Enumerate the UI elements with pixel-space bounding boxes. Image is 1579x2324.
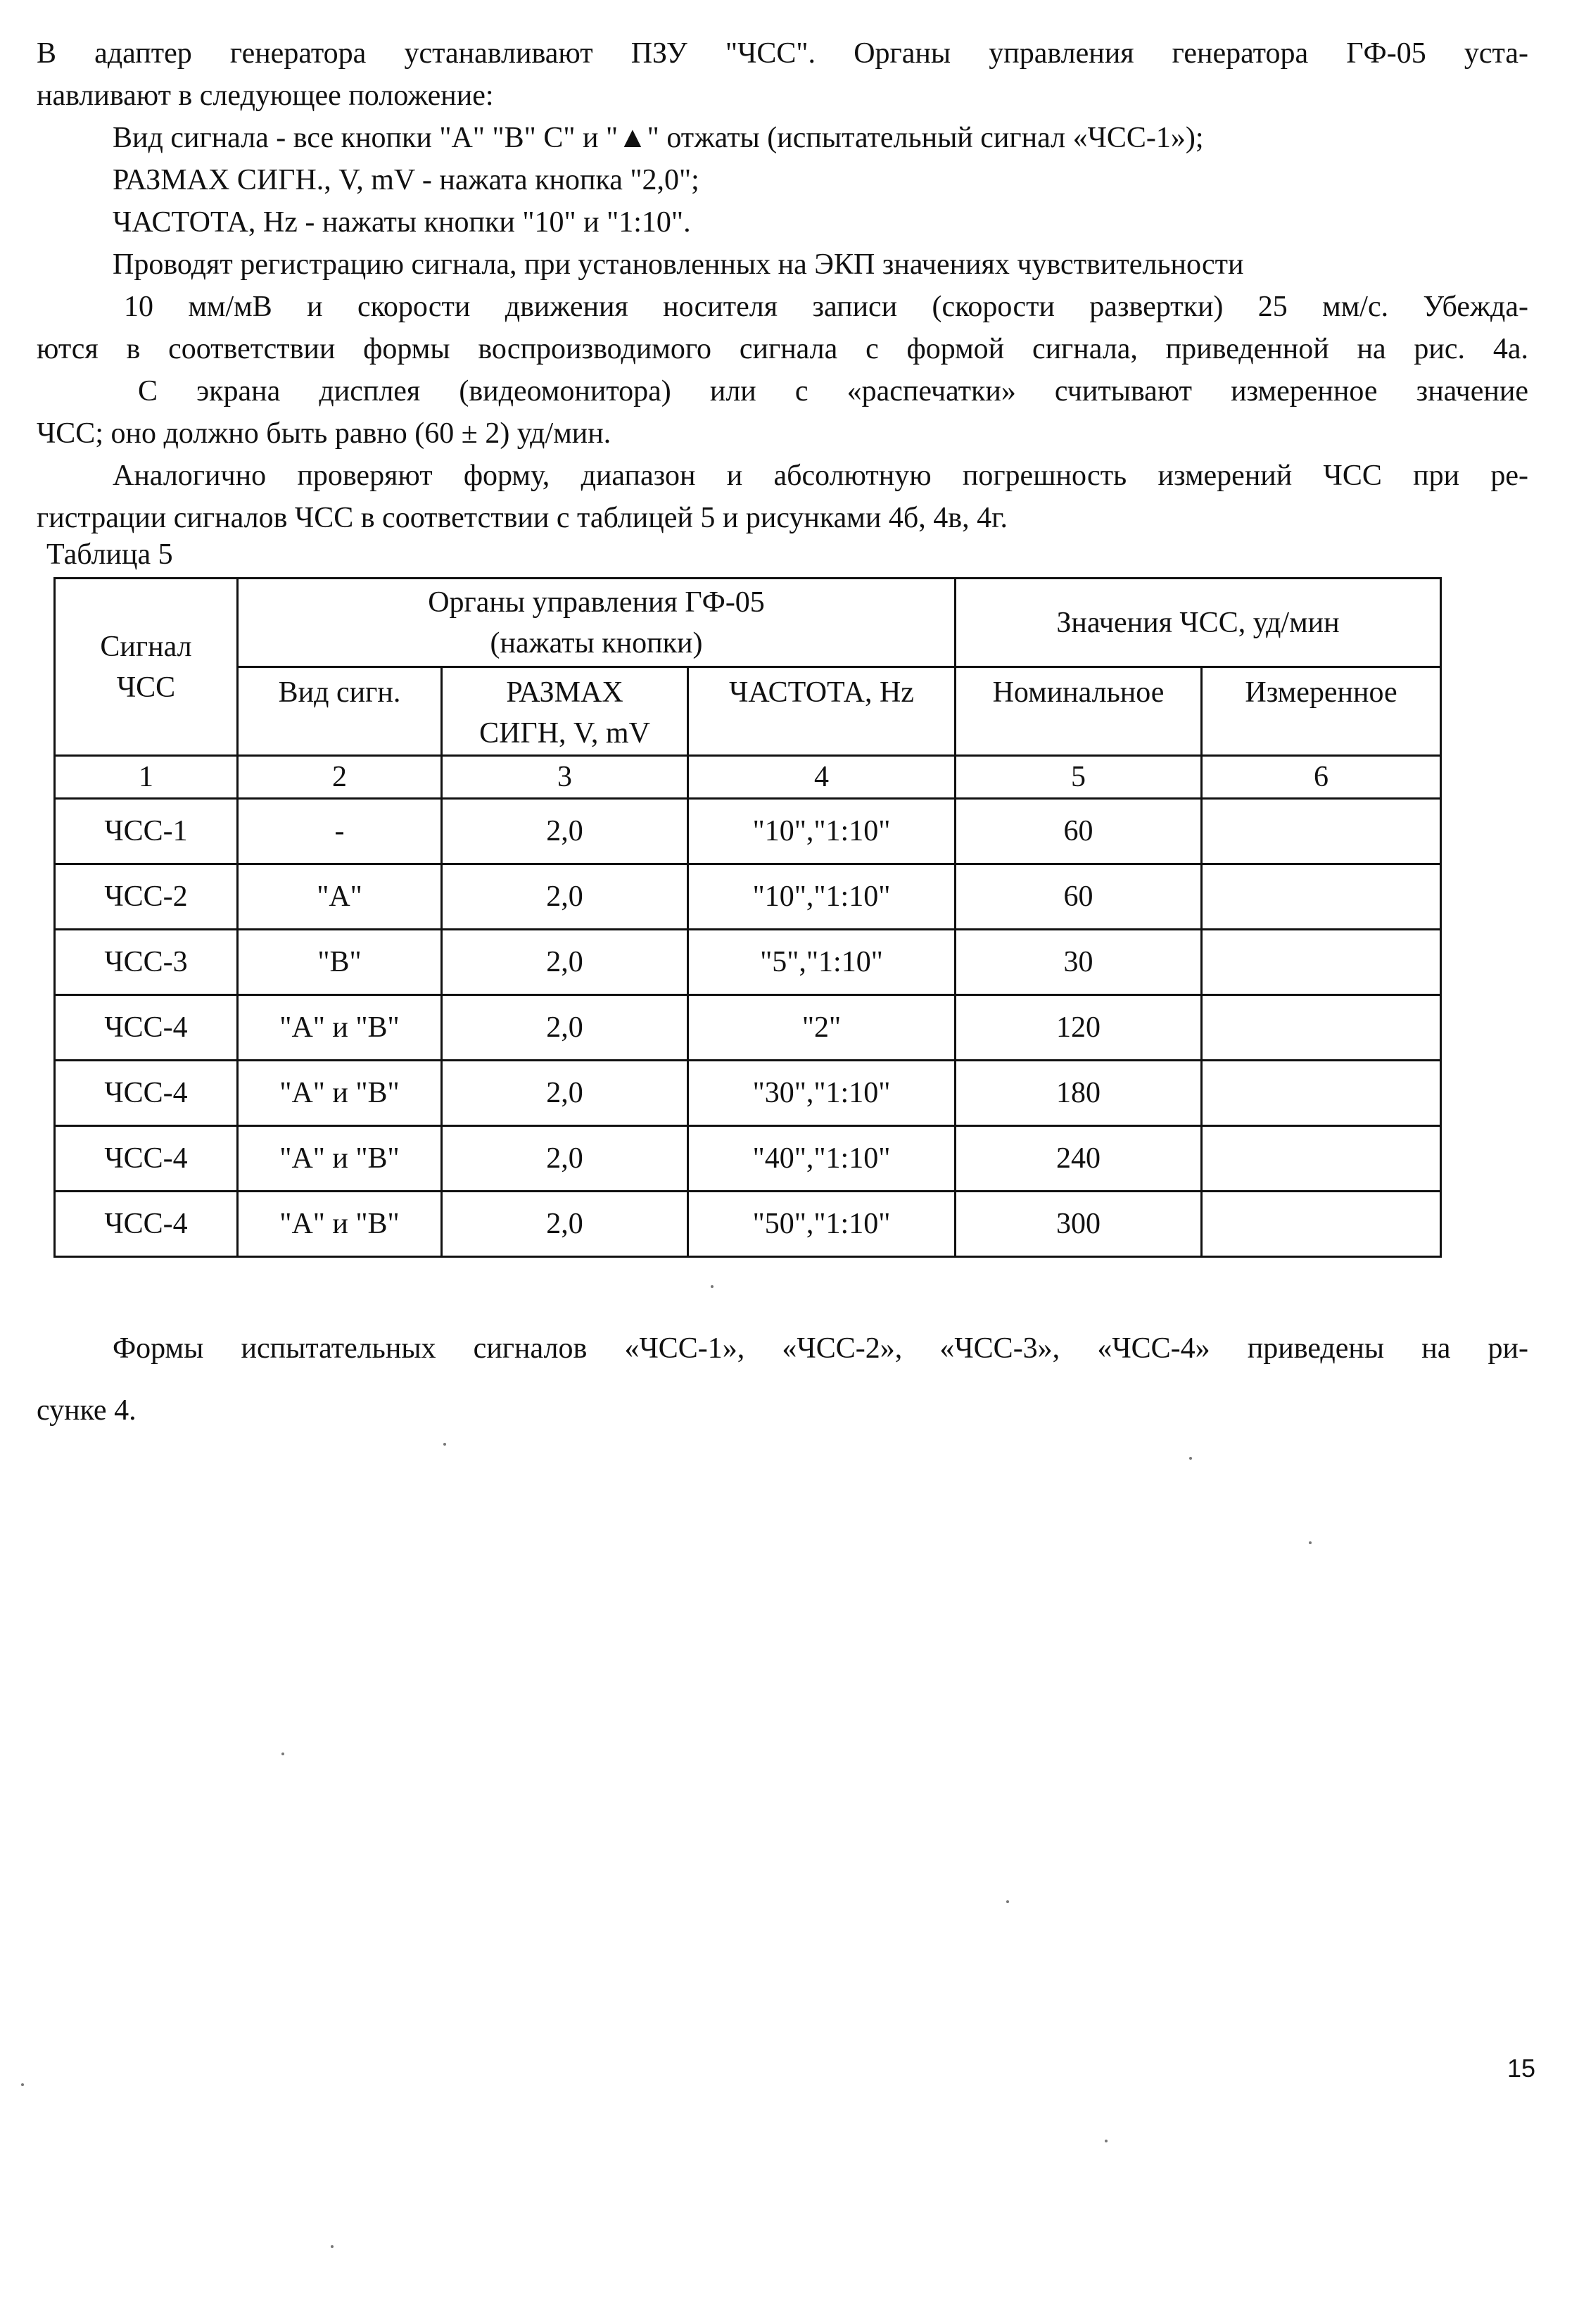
cell-frequency: "10","1:10" [688, 799, 956, 864]
cell-signal: ЧСС-4 [55, 1192, 238, 1257]
paragraph-similar-line-1: Аналогично проверяют форму, диапазон и абсолютную погрешность измерений ЧСС при ре- [113, 460, 1528, 492]
cell-signal: ЧСС-2 [55, 864, 238, 930]
header-controls [238, 579, 956, 667]
column-number: 3 [442, 756, 688, 799]
page-number: 15 [1507, 2054, 1535, 2083]
header-col-nominal: Номинальное [956, 667, 1202, 756]
table-row [55, 995, 1441, 1061]
cell-nominal: 120 [956, 995, 1202, 1061]
table-row [55, 864, 1441, 930]
header-col-amplitude-line-2: СИГН, V, mV [479, 717, 650, 750]
paragraph-registration-line-2: 10 мм/мВ и скорости движения носителя записи (скорости развертки) 25 мм/с. Убежда- [124, 291, 1528, 323]
cell-measured [1202, 1061, 1441, 1126]
cell-frequency: "50","1:10" [688, 1192, 956, 1257]
paragraph-amplitude: РАЗМАХ СИГН., V, mV - нажата кнопка "2,0"; [113, 164, 699, 196]
cell-frequency: "40","1:10" [688, 1126, 956, 1192]
scan-speck [711, 1285, 714, 1288]
cell-amplitude: 2,0 [442, 799, 688, 864]
scan-speck [281, 1753, 284, 1755]
cell-amplitude: 2,0 [442, 864, 688, 930]
table-row [55, 1192, 1441, 1257]
paragraph-1-line-2: навливают в следующее положение: [37, 80, 494, 112]
table-row [55, 799, 1441, 864]
header-controls-line-1: Органы управления ГФ-05 [428, 586, 765, 619]
cell-type: "A" [238, 864, 442, 930]
header-col-type: Вид сигн. [238, 667, 442, 756]
paragraph-display-line-1: С экрана дисплея (видеомонитора) или с «распечатки» считывают измеренное значение [138, 375, 1528, 408]
cell-type: "B" [238, 930, 442, 995]
paragraph-1-line-1: В адаптер генератора устанавливают ПЗУ "ЧСС". Органы управления генератора ГФ-05 уста- [37, 37, 1528, 70]
cell-amplitude: 2,0 [442, 930, 688, 995]
paragraph-display-line-2: ЧСС; оно должно быть равно (60 ± 2) уд/мин. [37, 417, 611, 450]
cell-nominal: 240 [956, 1126, 1202, 1192]
cell-nominal: 60 [956, 864, 1202, 930]
header-col-frequency: ЧАСТОТА, Hz [688, 667, 956, 756]
column-number: 2 [238, 756, 442, 799]
cell-frequency: "10","1:10" [688, 864, 956, 930]
scan-speck [1189, 1457, 1192, 1460]
header-controls-line-2: (нажаты кнопки) [490, 626, 703, 659]
cell-signal: ЧСС-4 [55, 1126, 238, 1192]
scan-speck [1309, 1541, 1312, 1544]
cell-measured [1202, 799, 1441, 864]
paragraph-registration-line-1: Проводят регистрацию сигнала, при установленных на ЭКП значениях чувствительности [113, 248, 1244, 281]
cell-nominal: 180 [956, 1061, 1202, 1126]
cell-frequency: "5","1:10" [688, 930, 956, 995]
column-number: 5 [956, 756, 1202, 799]
cell-signal: ЧСС-1 [55, 799, 238, 864]
table-row [55, 1061, 1441, 1126]
cell-amplitude: 2,0 [442, 1192, 688, 1257]
column-number: 4 [688, 756, 956, 799]
cell-type: "A" и "B" [238, 1126, 442, 1192]
header-signal [55, 579, 238, 756]
cell-amplitude: 2,0 [442, 1126, 688, 1192]
table-caption: Таблица 5 [46, 538, 173, 571]
cell-frequency: "2" [688, 995, 956, 1061]
cell-nominal: 60 [956, 799, 1202, 864]
cell-type: "A" и "B" [238, 1192, 442, 1257]
cell-measured [1202, 930, 1441, 995]
cell-measured [1202, 995, 1441, 1061]
paragraph-similar-line-2: гистрации сигналов ЧСС в соответствии с таблицей 5 и рисунками 4б, 4в, 4г. [37, 502, 1008, 534]
scan-speck [21, 2083, 24, 2086]
header-col-measured: Измеренное [1202, 667, 1441, 756]
scan-speck [1105, 2140, 1108, 2142]
scan-speck [331, 2245, 334, 2248]
table-row [55, 1126, 1441, 1192]
footer-forms-line-1: Формы испытательных сигналов «ЧСС-1», «ЧСС-2», «ЧСС-3», «ЧСС-4» приведены на ри- [113, 1332, 1528, 1365]
header-signal-line-2: ЧСС [116, 671, 176, 704]
column-number: 1 [55, 756, 238, 799]
header-values: Значения ЧСС, уд/мин [956, 579, 1441, 667]
cell-frequency: "30","1:10" [688, 1061, 956, 1126]
scan-speck [443, 1443, 446, 1446]
cell-measured [1202, 1192, 1441, 1257]
cell-type: "A" и "B" [238, 995, 442, 1061]
cell-amplitude: 2,0 [442, 995, 688, 1061]
scan-speck [1006, 1900, 1009, 1903]
table-row [55, 930, 1441, 995]
cell-type: "A" и "B" [238, 1061, 442, 1126]
header-col-amplitude [442, 667, 688, 756]
cell-measured [1202, 864, 1441, 930]
cell-nominal: 30 [956, 930, 1202, 995]
paragraph-frequency: ЧАСТОТА, Hz - нажаты кнопки "10" и "1:10". [113, 206, 691, 239]
hr-signals-table [53, 577, 1442, 1258]
paragraph-signal-type: Вид сигнала - все кнопки "A" "B" C" и "▲" отжаты (испытательный сигнал «ЧСС-1»); [113, 122, 1204, 154]
cell-signal: ЧСС-4 [55, 1061, 238, 1126]
cell-signal: ЧСС-4 [55, 995, 238, 1061]
header-col-amplitude-line-1: РАЗМАХ [506, 676, 623, 709]
column-number: 6 [1202, 756, 1441, 799]
footer-forms-line-2: сунке 4. [37, 1394, 137, 1427]
header-signal-line-1: Сигнал [100, 630, 192, 663]
cell-measured [1202, 1126, 1441, 1192]
cell-amplitude: 2,0 [442, 1061, 688, 1126]
paragraph-registration-line-3: ются в соответствии формы воспроизводимого сигнала с формой сигнала, приведенной на рис. 4а. [37, 333, 1528, 365]
cell-signal: ЧСС-3 [55, 930, 238, 995]
cell-type: - [238, 799, 442, 864]
cell-nominal: 300 [956, 1192, 1202, 1257]
